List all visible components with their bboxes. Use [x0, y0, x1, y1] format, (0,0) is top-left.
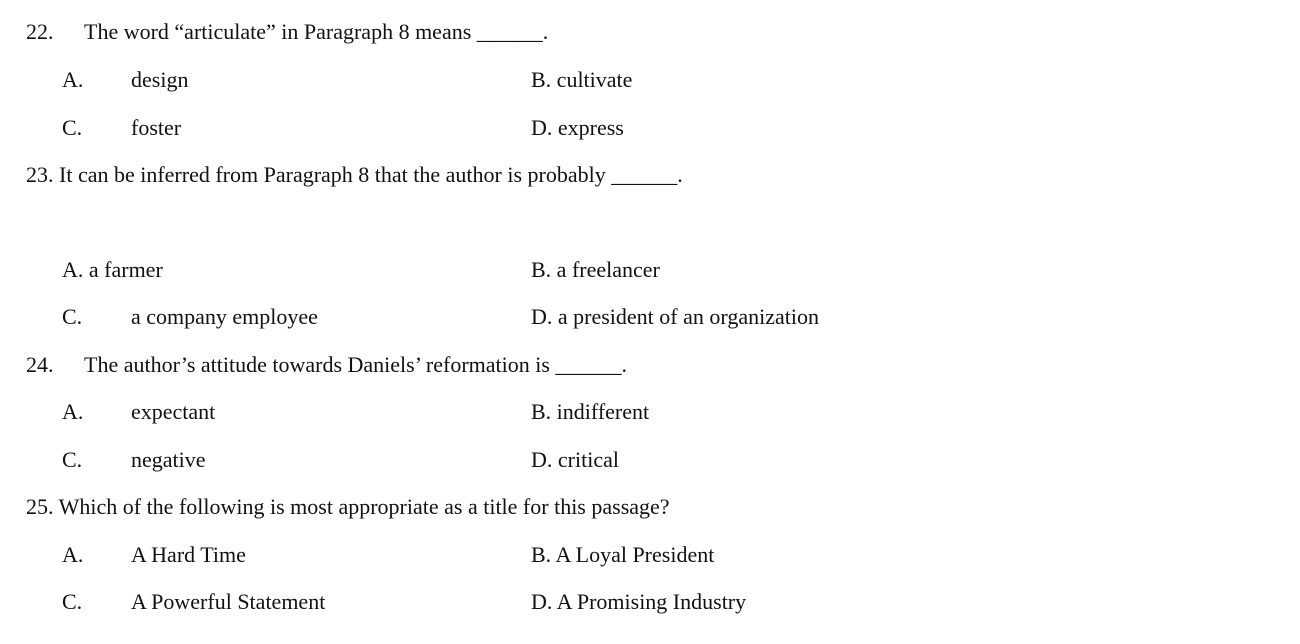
q22-option-c-text: foster	[131, 115, 182, 140]
q23-option-d: D. a president of an organization	[531, 304, 819, 329]
q25-option-a-letter: A.	[62, 542, 84, 567]
question-23-stem: 23. It can be inferred from Paragraph 8 that the author is probably ______.	[26, 162, 683, 187]
question-25-stem: 25. Which of the following is most appropriate as a title for this passage?	[26, 494, 670, 519]
question-24-stem: The author’s attitude towards Daniels’ reformation is ______.	[84, 352, 627, 377]
q25-option-d: D. A Promising Industry	[531, 589, 747, 614]
question-24-number: 24.	[26, 352, 54, 377]
q22-option-d: D. express	[531, 115, 624, 140]
q24-option-a-text: expectant	[131, 399, 216, 424]
q23-option-b: B. a freelancer	[531, 257, 660, 282]
q24-option-c-letter: C.	[62, 447, 83, 472]
q22-option-b: B. cultivate	[531, 67, 633, 92]
q24-option-c-text: negative	[131, 447, 206, 472]
q23-option-c-letter: C.	[62, 304, 83, 329]
q23-option-a: A. a farmer	[62, 257, 163, 282]
q25-option-b: B. A Loyal President	[531, 542, 715, 567]
q25-option-a-text: A Hard Time	[131, 542, 246, 567]
q22-option-a-text: design	[131, 67, 189, 92]
q24-option-a-letter: A.	[62, 399, 84, 424]
q22-option-c-letter: C.	[62, 115, 83, 140]
q24-option-d: D. critical	[531, 447, 619, 472]
q25-option-c-text: A Powerful Statement	[131, 589, 326, 614]
q23-option-c-text: a company employee	[131, 304, 318, 329]
question-22-stem: The word “articulate” in Paragraph 8 means ______.	[84, 19, 549, 44]
q25-option-c-letter: C.	[62, 589, 83, 614]
q24-option-b: B. indifferent	[531, 399, 650, 424]
q22-option-a-letter: A.	[62, 67, 84, 92]
question-22-number: 22.	[26, 19, 54, 44]
